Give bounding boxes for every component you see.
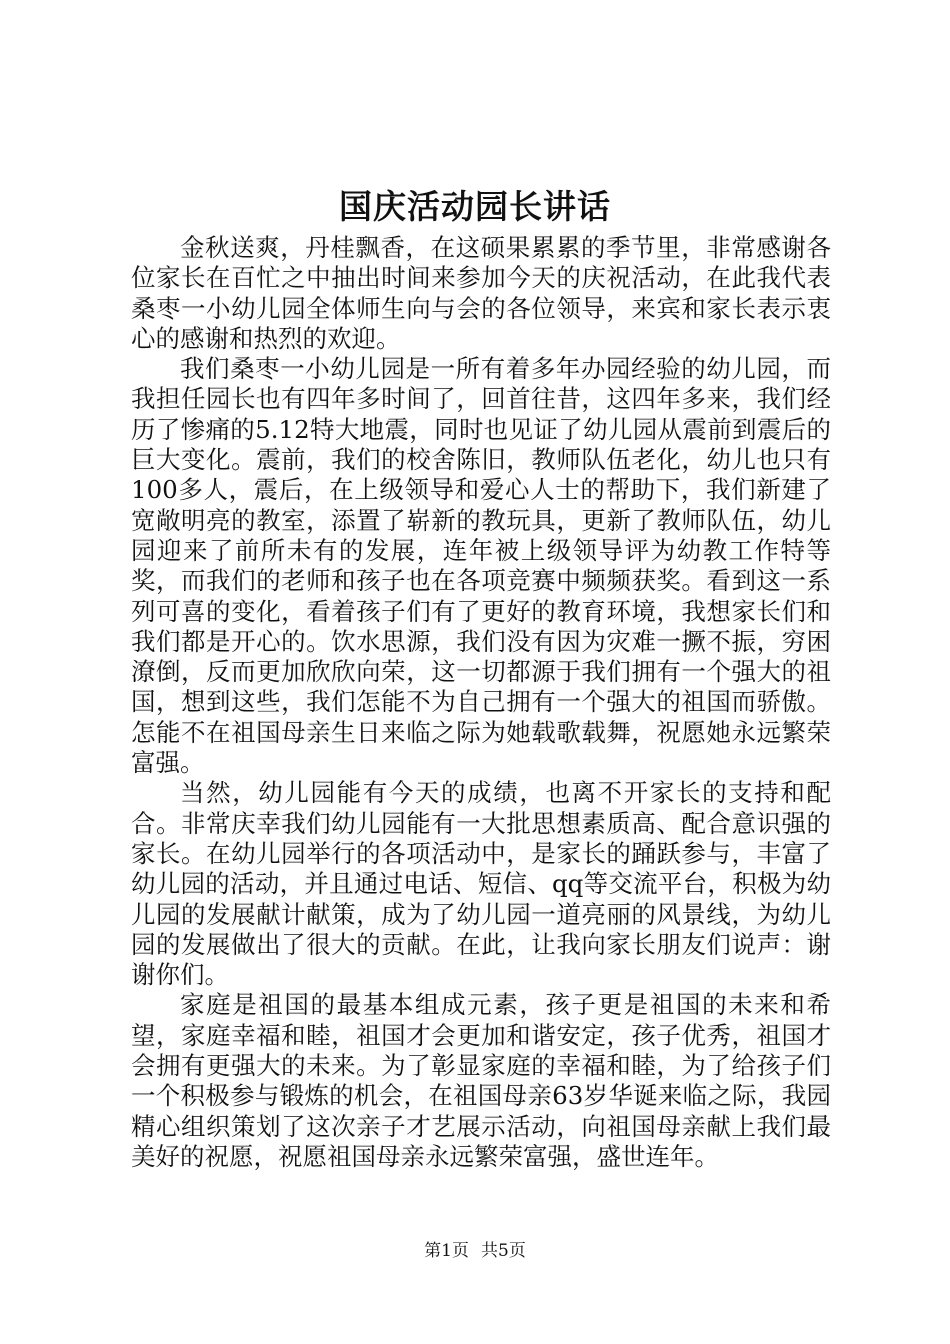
document-title: 国庆活动园长讲话 [339,187,611,226]
paragraph-2: 我们桑枣一小幼儿园是一所有着多年办园经验的幼儿园，而我担任园长也有四年多时间了，回首往昔，这四年多来，我们经历了惨痛的5.12特大地震，同时也见证了幼儿园从震前到震后的巨大变化。震前，我们的校舍陈旧，教师队伍老化，幼儿也只有100多人，震后，在上级领导和爱心人士的帮助下，我们新建了宽敞明亮的教室，添置了崭新的教玩具，更新了教师队伍，幼儿园迎来了前所未有的发展，连年被上级领导评为幼教工作特等奖，而我们的老师和孩子也在各项竞赛中频频获奖。看到这一系列可喜的变化，看着孩子们有了更好的教育环境，我想家长们和我们都是开心的。饮水思源，我们没有因为灾难一撅不振，穷困潦倒，反而更加欣欣向荣，这一切都源于我们拥有一个强大的祖国，想到这些，我们怎能不为自己拥有一个强大的祖国而骄傲。怎能不在祖国母亲生日来临之际为她载歌载舞，祝愿她永远繁荣富强。 [131,354,831,778]
page-number: 第1页 [424,1241,469,1261]
paragraph-1: 金秋送爽，丹桂飘香，在这硕果累累的季节里，非常感谢各位家长在百忙之中抽出时间来参加今天的庆祝活动，在此我代表桑枣一小幼儿园全体师生向与会的各位领导，来宾和家长表示衷心的感谢和热烈的欢迎。 [131,233,831,353]
paragraph-4: 家庭是祖国的最基本组成元素，孩子更是祖国的未来和希望，家庭幸福和睦，祖国才会更加和谐安定，孩子优秀，祖国才会拥有更强大的未来。为了彰显家庭的幸福和睦，为了给孩子们一个积极参与锻炼的机会，在祖国母亲63岁华诞来临之际，我园精心组织策划了这次亲子才艺展示活动，向祖国母亲献上我们最美好的祝愿，祝愿祖国母亲永远繁荣富强，盛世连年。 [131,990,831,1171]
document-body [131,233,831,1172]
paragraph-3: 当然，幼儿园能有今天的成绩，也离不开家长的支持和配合。非常庆幸我们幼儿园能有一大批思想素质高、配合意识强的家长。在幼儿园举行的各项活动中，是家长的踊跃参与，丰富了幼儿园的活动，并且通过电话、短信、qq等交流平台，积极为幼儿园的发展献计献策，成为了幼儿园一道亮丽的风景线，为幼儿园的发展做出了很大的贡献。在此，让我向家长朋友们说声：谢谢你们。 [131,778,831,990]
page-total: 共5页 [481,1241,526,1261]
page-footer [0,1239,950,1263]
